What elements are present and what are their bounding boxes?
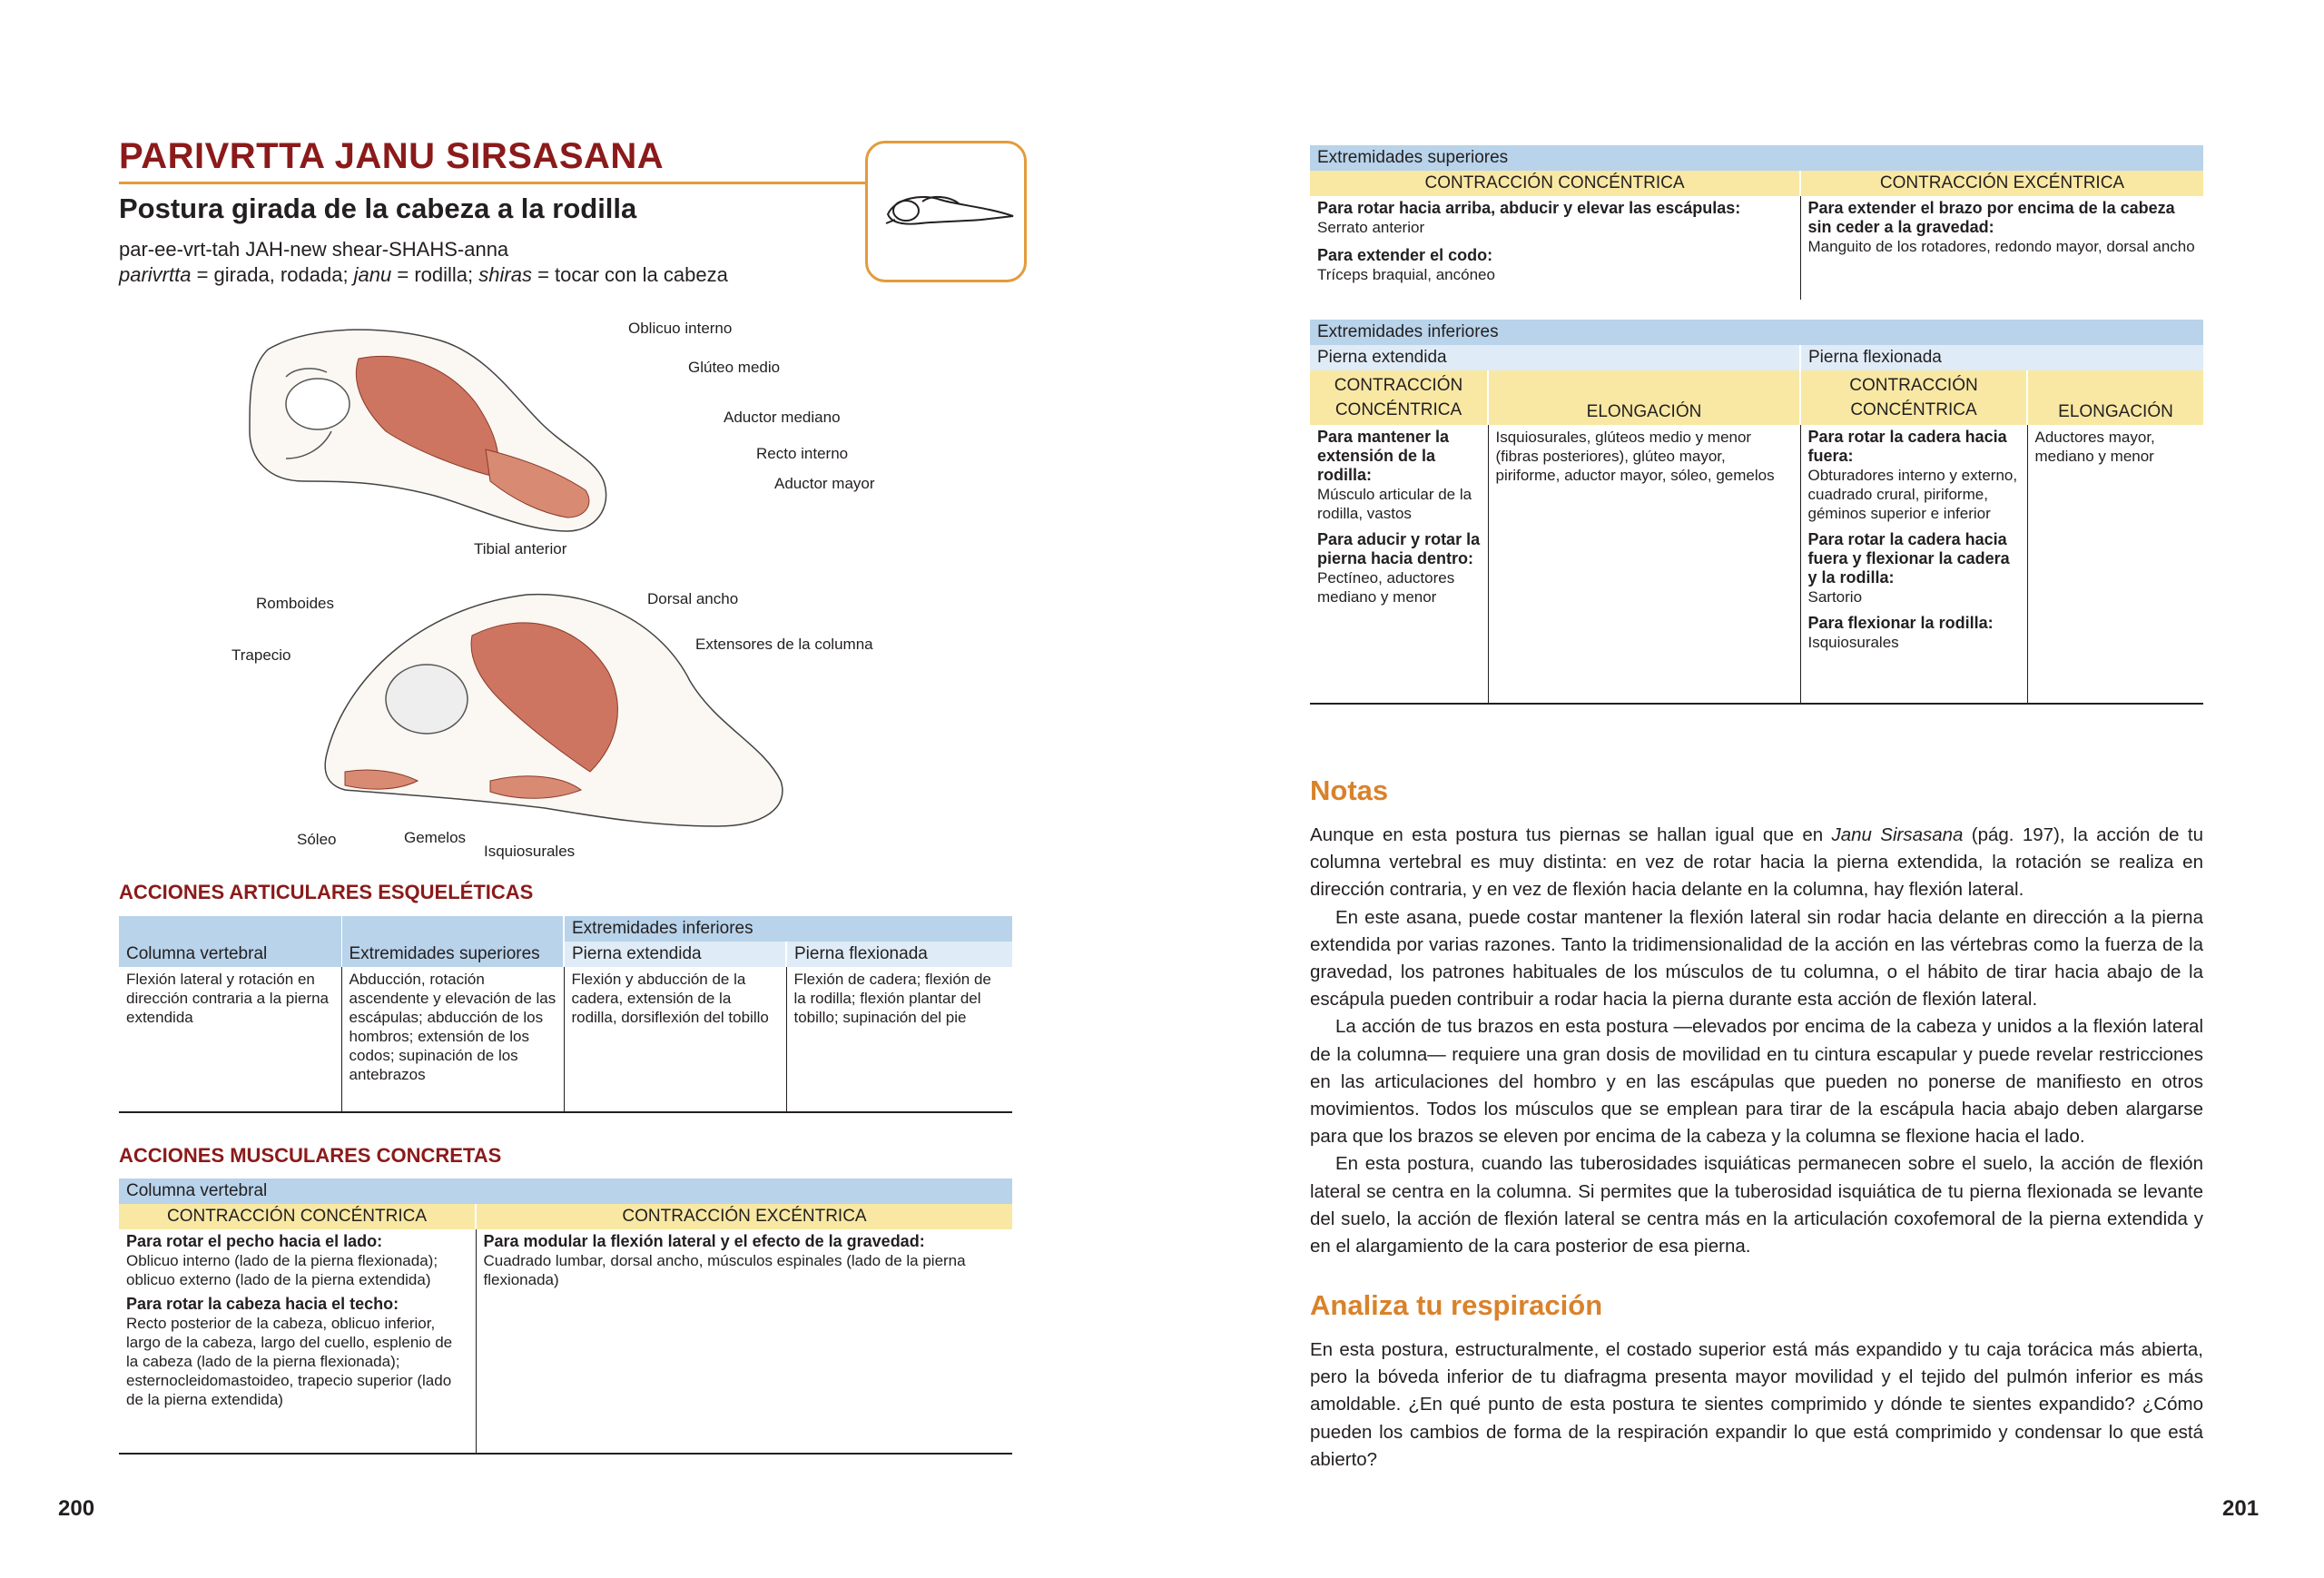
lower-limbs-table [1310,320,2203,705]
anatomy-illustration-top [231,322,631,558]
etym-meaning: = rodilla; [391,263,479,286]
etym-word: parivrtta [119,263,192,286]
header-pierna-extendida: Pierna extendida [564,942,786,967]
header-pierna-flexionada: Pierna flexionada [786,942,1012,967]
action-title: Para extender el codo: [1317,246,1493,264]
cell-concentric-columna [119,1229,476,1454]
header-pierna-extendida: Pierna extendida [1310,345,1800,370]
label-recto-interno: Recto interno [756,445,849,462]
action-muscles: Músculo articular de la rodilla, vastos [1317,486,1472,522]
skeletal-actions-table [119,916,1012,1113]
pose-icon-box [865,141,1027,282]
action-title: Para rotar la cadera hacia fuera: [1807,428,2007,465]
label-romboides: Romboides [256,595,334,612]
pose-subtitle: Postura girada de la cabeza a la rodilla [119,192,637,224]
action-muscles: Cuadrado lumbar, dorsal ancho, músculos espinales (lado de la pierna flexionada) [483,1252,966,1288]
cell-pierna-extendida: Flexión y abducción de la cadera, extensión de la rodilla, dorsiflexión del tobillo [564,967,786,1112]
pronunciation: par-ee-vrt-tah JAH-new shear-SHAHS-anna [119,238,509,261]
action-title: Para mantener la extensión de la rodilla: [1317,428,1450,484]
muscle-figure-top-image [231,322,631,558]
label-oblicuo-interno: Oblicuo interno [628,320,733,337]
header-contraccion-concentrica: CONTRACCIÓN CONCÉNTRICA [119,1204,476,1229]
action-title: Para rotar la cadera hacia fuera y flexionar la cadera y la rodilla: [1807,530,2010,587]
notes-heading: Notas [1310,774,1389,806]
etym-meaning: = girada, rodada; [191,263,354,286]
header-elongation-extended: ELONGACIÓN [1488,370,1800,425]
action-muscles: Obturadores interno y externo, cuadrado crural, piriforme, géminos superior e inferior [1807,467,2018,522]
notes-paragraph: En este asana, puede costar mantener la flexión lateral sin rodar hacia delante en dirección a la pierna extendida por varias razones. Tanto la tridimensionalidad de la acción en las vértebras como la fuerza de la gravedad, los patrones habituales de los músculos de tu columna, o el hábito de tirar hacia abajo de la escápula pueden contribuir a rodar hacia la pierna durante esta acción de flexión lateral. [1310,906,2203,1011]
muscle-figure-bottom-image [309,590,799,835]
text-run-italic: Janu Sirsasana [1831,824,1964,845]
label-extensores-columna: Extensores de la columna [695,636,873,653]
header-columna-vertebral: Columna vertebral [119,916,341,967]
cell-pierna-flexionada: Flexión de cadera; flexión de la rodilla; flexión plantar del tobillo; supinación del pie [786,967,1012,1112]
action-muscles: Pectíneo, aductores mediano y menor [1317,569,1455,606]
action-muscles: Isquiosurales [1807,634,1899,651]
cell-flexed-elongation: Aductores mayor, mediano y menor [2027,425,2203,704]
cell-upper-concentric [1310,196,1800,300]
label-aductor-mediano: Aductor mediano [724,409,841,426]
label-gluteo-medio: Glúteo medio [688,359,781,376]
label-isquiosurales: Isquiosurales [484,843,576,860]
header-contraccion-concentrica: CONTRACCIÓN CONCÉNTRICA [1310,171,1800,196]
action-muscles: Oblicuo interno (lado de la pierna flexionada); oblicuo externo (lado de la pierna extendida) [126,1252,438,1288]
header-columna-vertebral-group: Columna vertebral [119,1179,1012,1204]
cell-extended-elongation: Isquiosurales, glúteos medio y menor (fibras posteriores), glúteo mayor, piriforme, aductor mayor, sóleo, gemelos [1488,425,1800,704]
action-title: Para extender el brazo por encima de la cabeza sin ceder a la gravedad: [1807,199,2175,236]
cell-eccentric-columna [476,1229,1012,1454]
etymology [119,263,728,287]
etym-meaning: = tocar con la cabeza [531,263,728,286]
header-contraccion-excentrica: CONTRACCIÓN EXCÉNTRICA [1800,171,2203,196]
action-title: Para modular la flexión lateral y el efecto de la gravedad: [483,1232,925,1250]
pose-silhouette-icon [868,143,1024,280]
text-run: (pág. 197), la acción de tu columna vertebral es muy distinta: en vez de rotar hacia la pierna extendida, la rotación se realiza en dirección contraria, y en vez de flexión hacia delante en la columna, hay flexión lateral. [1310,824,2203,901]
header-extremidades-inferiores: Extremidades inferiores [564,916,1012,942]
header-extremidades-superiores-group: Extremidades superiores [1310,145,2203,171]
action-title: Para rotar el pecho hacia el lado: [126,1232,383,1250]
cell-flexed-concentric [1800,425,2027,704]
cell-upper-eccentric [1800,196,2203,300]
label-gemelos: Gemelos [404,829,467,846]
page-number-right: 201 [2222,1496,2260,1521]
pose-title: PARIVRTTA JANU SIRSASANA [119,136,665,176]
header-extremidades-superiores: Extremidades superiores [341,916,564,967]
header-concentric-flexed: CONTRACCIÓN CONCÉNTRICA [1800,370,2027,425]
header-contraccion-excentrica: CONTRACCIÓN EXCÉNTRICA [476,1204,1012,1229]
etym-word: janu [353,263,392,286]
breath-body: En esta postura, estructuralmente, el costado superior está más expandido y tu caja torácica más abierta, pero la bóveda inferior de tu diafragma presenta mayor movilidad y el tejido del pulmón inferior es más amoldable. ¿En qué punto de esta postura te sientes comprimido y dónde te sientes expandido? ¿Cómo pueden los cambios de forma de la respiración expandir lo que está comprimido y condensar lo que está abierto? [1310,1339,2203,1470]
upper-limbs-table [1310,145,2203,300]
action-muscles: Manguito de los rotadores, redondo mayor, dorsal ancho [1807,238,2195,255]
action-title: Para rotar la cabeza hacia el techo: [126,1295,399,1313]
action-title: Para flexionar la rodilla: [1807,614,1994,632]
label-trapecio: Trapecio [231,646,291,664]
cell-columna: Flexión lateral y rotación en dirección contraria a la pierna extendida [126,971,330,1026]
title-rule [119,182,868,184]
breath-heading: Analiza tu respiración [1310,1289,1603,1321]
page-number-left: 200 [58,1496,95,1521]
skeletal-actions-heading: ACCIONES ARTICULARES ESQUELÉTICAS [119,881,534,903]
action-title: Para aducir y rotar la pierna hacia dentro: [1317,530,1481,567]
anatomy-illustration-bottom [309,590,799,835]
label-tibial-anterior: Tibial anterior [474,540,567,557]
label-dorsal-ancho: Dorsal ancho [647,590,739,607]
muscular-actions-heading: ACCIONES MUSCULARES CONCRETAS [119,1144,502,1167]
notes-paragraph: En esta postura, cuando las tuberosidades isquiáticas permanecen sobre el suelo, la acción de flexión lateral se centra en la columna. Si permites que la tuberosidad isquiática de tu pierna flexionada se levante del suelo, la acción de flexión lateral se centra más en la articulación coxofemoral de la pierna extendida y en el alargamiento de la cara posterior de esa pierna. [1310,1153,2203,1257]
action-title: Para rotar hacia arriba, abducir y elevar las escápulas: [1317,199,1741,217]
action-muscles: Serrato anterior [1317,219,1425,236]
notes-paragraph: La acción de tus brazos en esta postura —elevados por encima de la cabeza y unidos a la flexión lateral de la columna— requiere una gran dosis de movilidad en tu cintura escapular y puede revelar restricciones en las articulaciones del hombro y en las escápulas que pueden no ponerse de manifiesto en otros movimientos. Todos los músculos que se emplean para tirar de la escápula hacia abajo deben alargarse para que los brazos se eleven por encima de la cabeza y la columna se flexione hacia el lado. [1310,1016,2203,1148]
notes-body [1310,822,2203,1260]
action-muscles: Sartorio [1807,588,1863,606]
header-elongation-flexed: ELONGACIÓN [2027,370,2203,425]
cell-extremidades-superiores: Abducción, rotación ascendente y elevación de las escápulas; abducción de los hombros; extensión de los codos; supinación de los antebrazos [341,967,564,1112]
notes-paragraph [1310,822,2203,904]
muscular-actions-table [119,1179,1012,1455]
cell-extended-concentric [1310,425,1488,704]
header-extremidades-inferiores-group: Extremidades inferiores [1310,320,2203,345]
label-aductor-mayor: Aductor mayor [774,475,875,492]
text-run: Aunque en esta postura tus piernas se hallan igual que en [1310,824,1832,845]
label-soleo: Sóleo [297,831,337,848]
action-muscles: Tríceps braquial, ancóneo [1317,266,1495,283]
header-concentric-extended: CONTRACCIÓN CONCÉNTRICA [1310,370,1488,425]
etym-word: shiras [478,263,532,286]
action-muscles: Recto posterior de la cabeza, oblicuo inferior, largo de la cabeza, largo del cuello, esplenio de la cabeza (lado de la pierna flexionada); esternocleidomastoideo, trapecio superior (lado de la pierna extendida) [126,1315,453,1408]
header-pierna-flexionada: Pierna flexionada [1800,345,2203,370]
